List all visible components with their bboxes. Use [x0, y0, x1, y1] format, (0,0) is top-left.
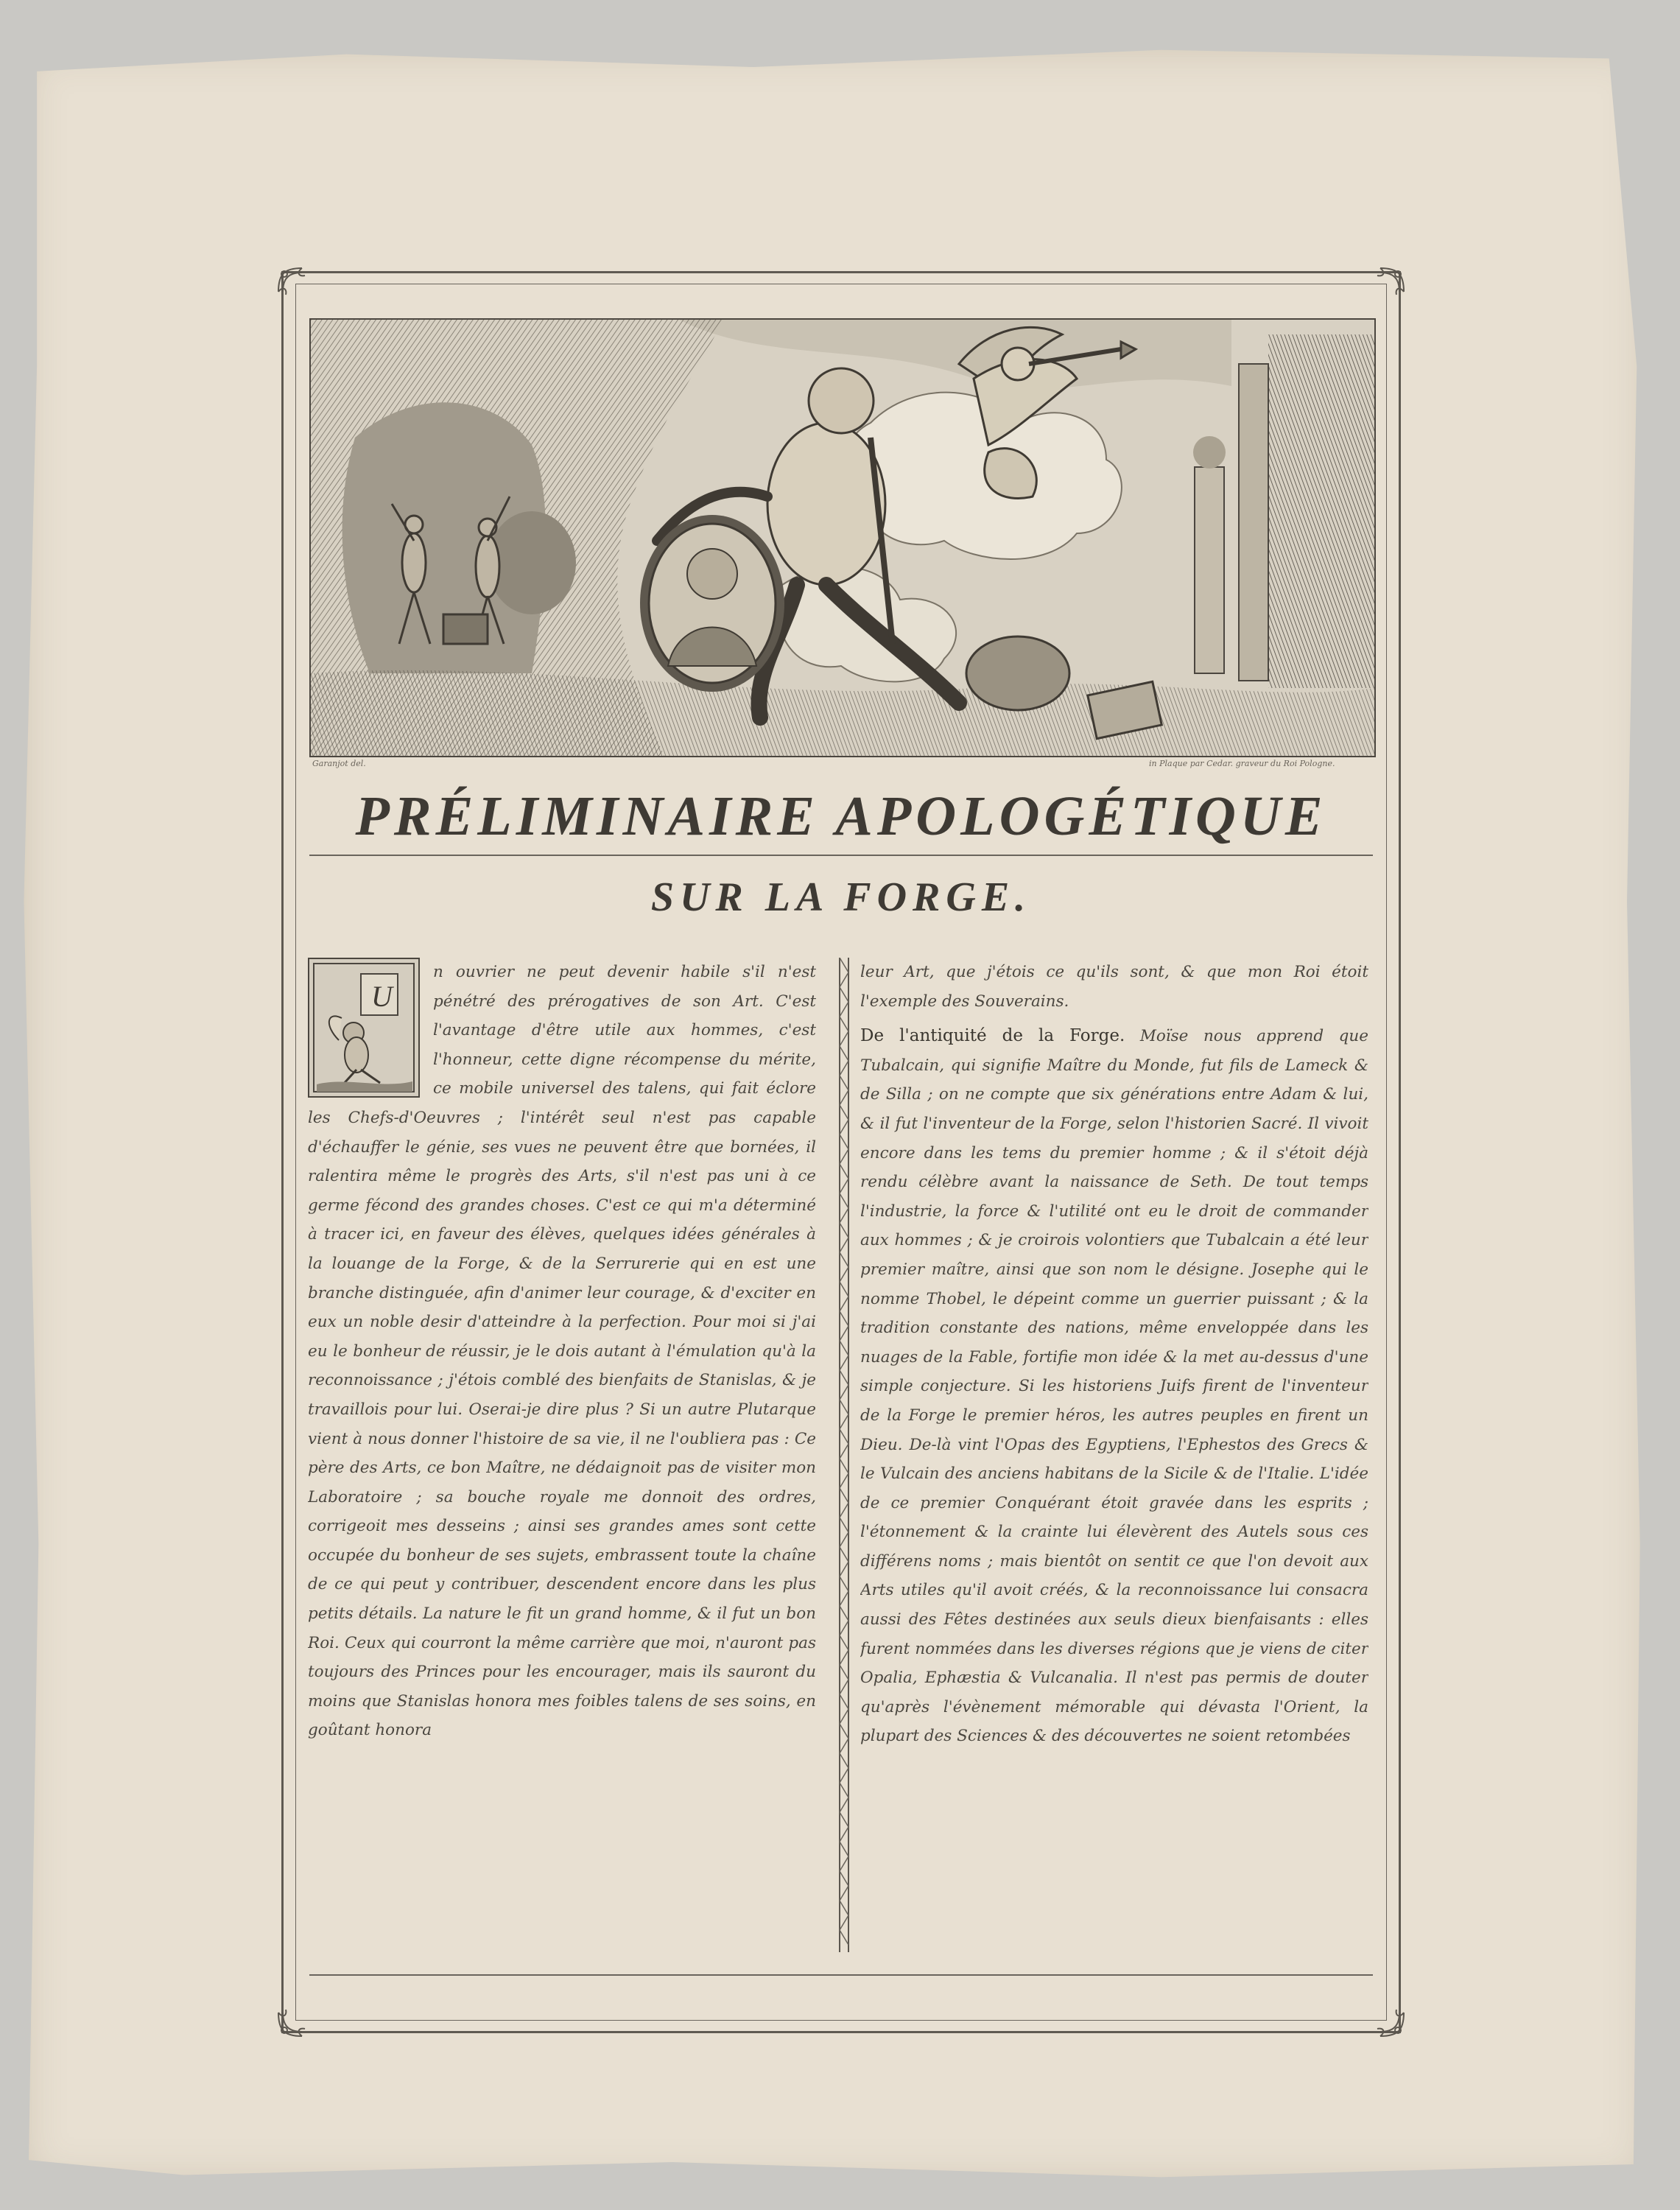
continuation-paragraph: leur Art, que j'étois ce qu'ils sont, & que mon Roi étoit l'exemple des Souverains.	[860, 963, 1368, 1011]
dropcap-cupid-icon	[308, 958, 420, 1098]
column-divider-ornament	[837, 958, 851, 1952]
artist-credit: Garanjot del.	[312, 759, 366, 768]
forge-allegory-engraving	[309, 318, 1376, 757]
corner-ornament-icon	[274, 2008, 306, 2041]
title-rule	[309, 855, 1373, 856]
page-subtitle: SUR LA FORGE.	[650, 874, 1032, 920]
engraver-credit: in Plaque par Cedar. graveur du Roi Pologne.	[1149, 759, 1335, 768]
antiquity-section	[860, 1022, 1368, 1751]
left-text-column	[308, 958, 816, 1963]
page-title: PRÉLIMINAIRE APOLOGÉTIQUE	[355, 785, 1327, 847]
corner-ornament-icon	[274, 264, 306, 296]
antiquity-paragraph: Moïse nous apprend que Tubalcain, qui signifie Maître du Monde, fut fils de Lameck & de Silla ; on ne compte que six générations entre Adam & lui, & il fut l'inventeur de la Forge, selon l'historien Sacré. Il vivoit encore dans les tems du premier homme ; & il s'étoit déjà rendu célèbre avant la naissance de Seth. De tout temps l'industrie, la force & l'utilité ont eu le droit de commander aux hommes ; & je croirois volontiers que Tubalcain a été leur premier maître, ainsi que son nom le désigne. Josephe qui le nomme Thobel, le dépeint comme un guerrier puissant ; & la tradition constante des nations, même enveloppée dans les nuages de la Fable, fortifie mon idée & la met au-dessus d'une simple conjecture. Si les historiens Juifs firent de l'inventeur de la Forge le premier héros, les autres peuples en firent un Dieu. De-là vint l'Opas des Egyptiens, l'Ephestos des Grecs & le Vulcain des anciens habitans de la Sicile & de l'Italie. L'idée de ce premier Conquérant étoit gravée dans les esprits ; l'étonnement & la crainte lui élevèrent des Autels sous ces différens noms ; mais bientôt on sentit ce que l'on devoit aux Arts utiles qu'il avoit créés, & la reconnoissance lui consacra aussi des Fêtes destinées aux seuls dieux bienfaisants : elles furent nommées dans les diverses régions que je viens de citer Opalia, Ephæstia & Vulcanalia. Il n'est pas permis de douter qu'après l'évènement mémorable qui dévasta l'Orient, la plupart des Sciences & des découvertes ne soient retombées	[860, 1027, 1368, 1746]
svg-text:U: U	[371, 980, 393, 1013]
intro-paragraph: n ouvrier ne peut devenir habile s'il n'est pénétré des prérogatives de son Art. C'est l'avantage d'être utile aux hommes, c'est l'honneur, cette digne récompense du mérite, ce mobile universel des talens, qui fait éclore les Chefs-d'Oeuvres ; l'intérêt seul n'est pas capable d'échauffer le génie, ses vues ne peuvent être que bornées, il ralentira même le progrès des Arts, s'il n'est pas uni à ce germe fécond des grandes choses. C'est ce qui m'a déterminé à tracer ici, en faveur des élèves, quelques idées générales à la louange de la Forge, & de la Serrurerie qui en est une branche distinguée, afin d'animer leur courage, & d'exciter en eux un noble desir d'atteindre à la perfection. Pour moi si j'ai eu le bonheur de réussir, je le dois autant à l'émulation qu'à la reconnoissance ; j'étois comblé des bienfaits de Stanislas, & je travaillois pour lui. Oserai-je dire plus ? Si un autre Plutarque vient à nous donner l'histoire de sa vie, il ne l'oubliera pas : Ce père des Arts, ce bon Maître, ne dédaignoit pas de visiter mon Laboratoire ; sa bouche royale me donnoit des ordres, corrigeoit mes desseins ; ainsi ses grandes ames sont cette occupée du bonheur de ses sujets, embrassent toute la chaîne de ce qui peut y contribuer, descendent encore dans les plus petits détails. La nature le fit un grand homme, & il fut un bon Roi. Ceux qui courront la même carrière que moi, n'auront pas toujours des Princes pour les encourager, mais ils sauront du moins que Stanislas honora mes foibles talens de ses soins, en goûtant honora	[308, 963, 816, 1740]
section-heading: De l'antiquité de la Forge.	[860, 1026, 1125, 1046]
corner-ornament-icon	[1376, 2008, 1408, 2041]
corner-ornament-icon	[1376, 264, 1408, 296]
right-text-column	[860, 958, 1368, 1963]
bottom-rule	[309, 1974, 1373, 1976]
